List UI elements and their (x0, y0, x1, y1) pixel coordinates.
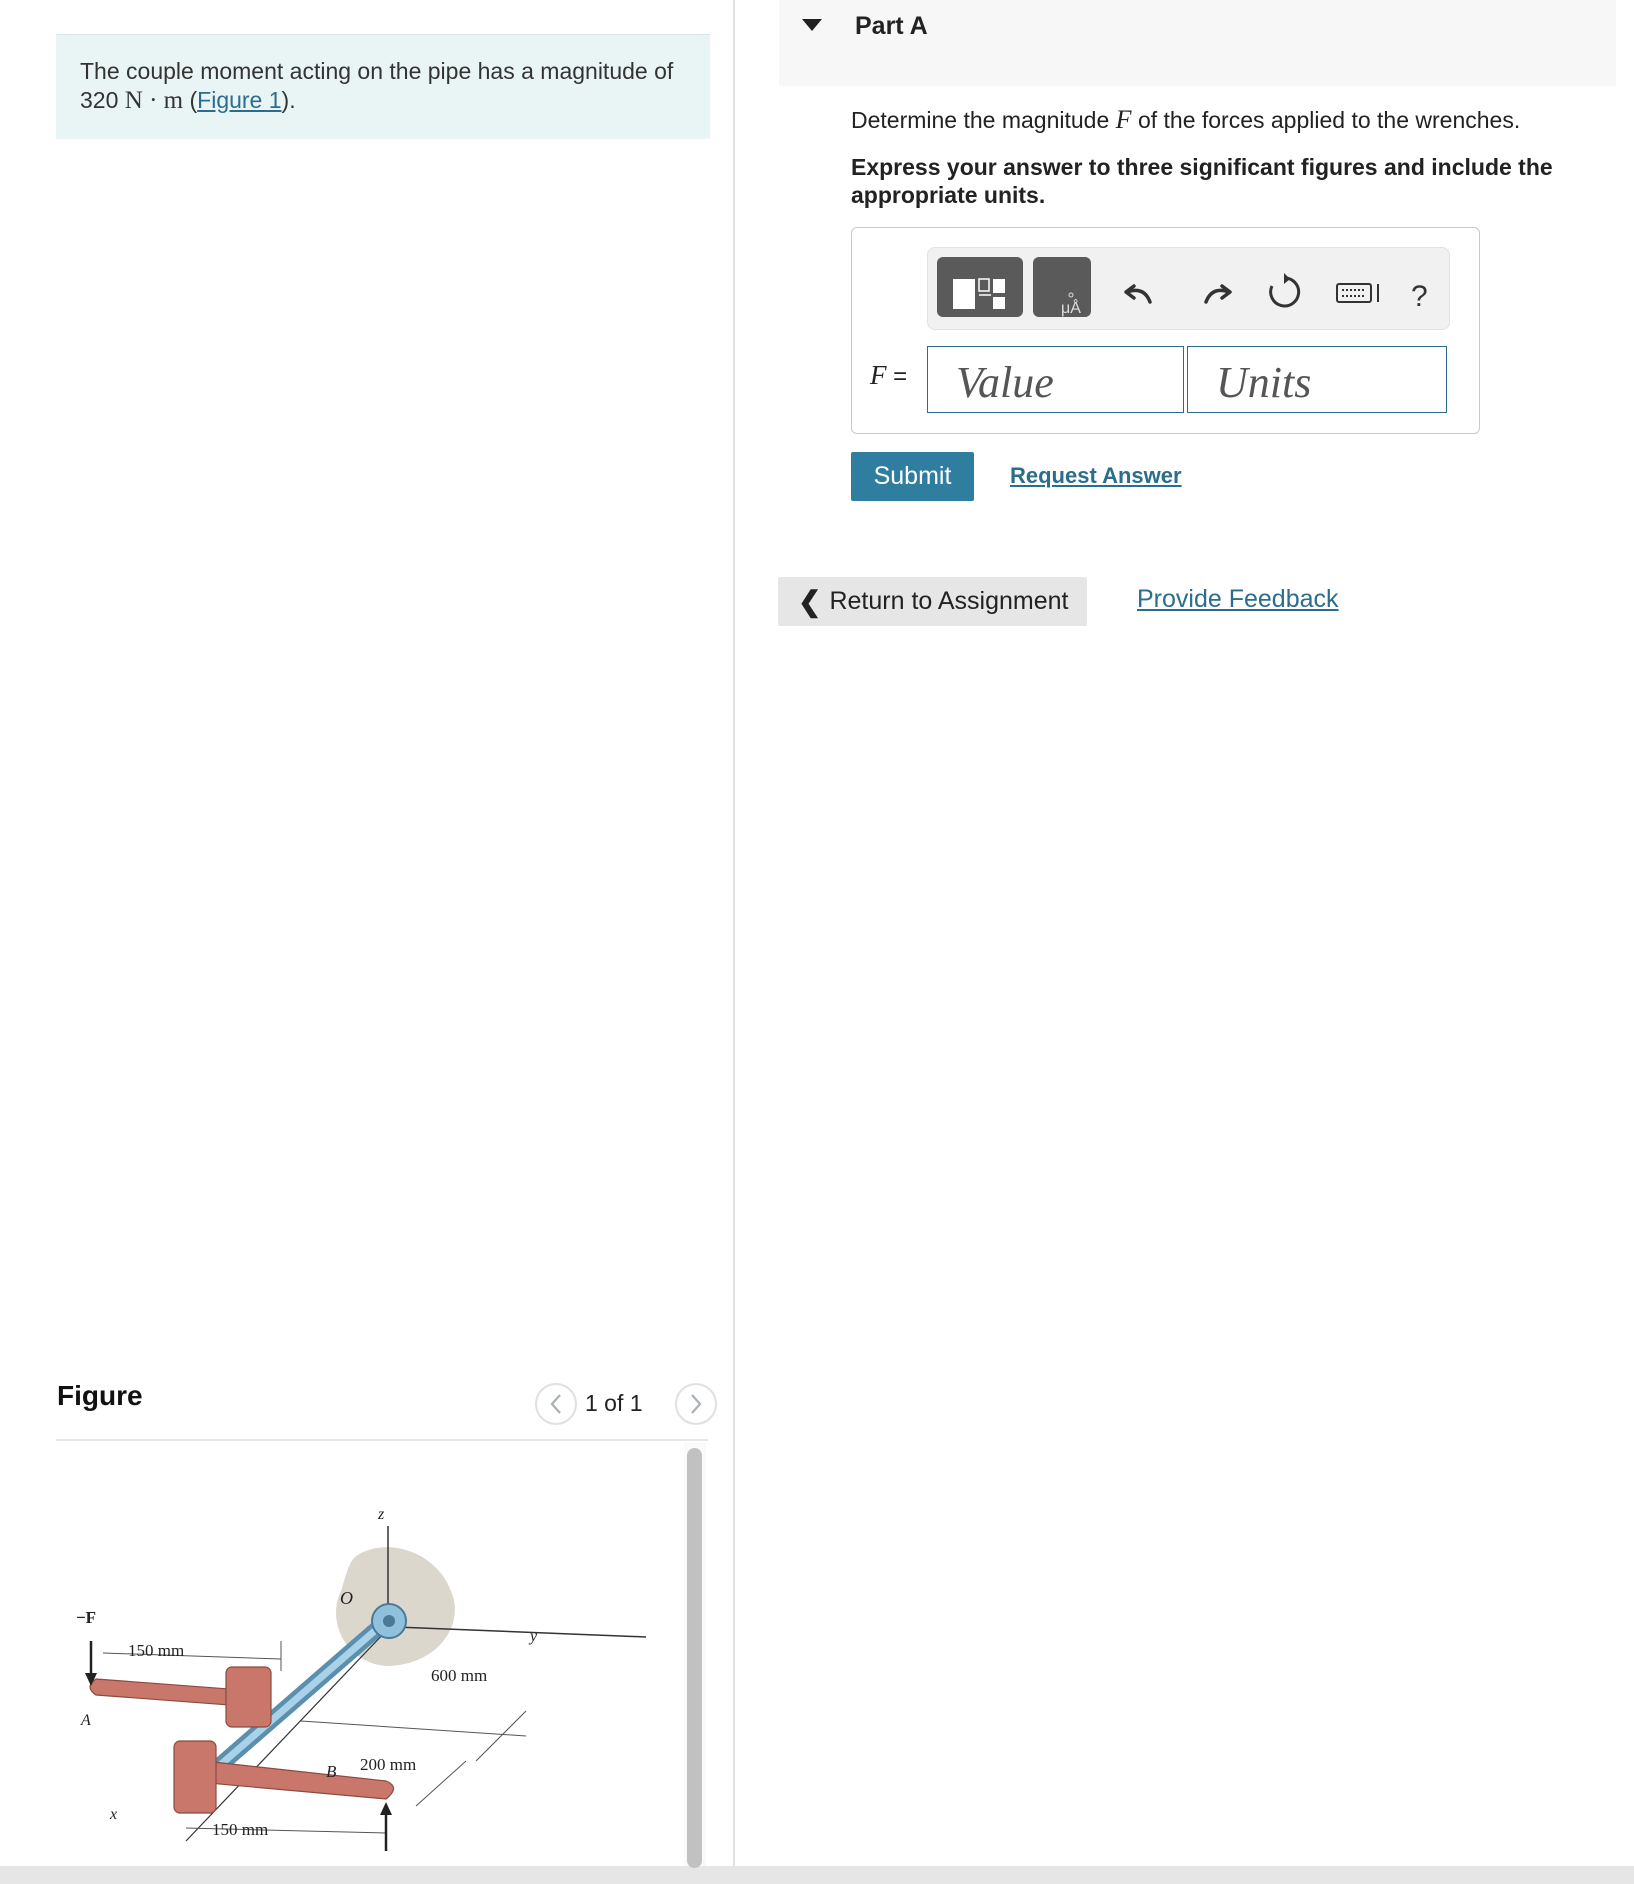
figure-title: Figure (57, 1380, 143, 1411)
units-symbols-icon (1033, 257, 1091, 317)
column-divider (733, 0, 735, 1868)
redo-icon[interactable] (1194, 272, 1234, 312)
answer-instructions: Express your answer to three significant figures and include the appropriate units. (851, 154, 1553, 208)
return-to-assignment-button[interactable] (778, 577, 1087, 626)
label-dim-600: 600 mm (431, 1666, 488, 1685)
question-text (851, 105, 1520, 135)
chevron-left-icon: ❮ (798, 586, 822, 617)
wrench-b-jaw (174, 1741, 216, 1813)
svg-text:μÅ: μÅ (1061, 300, 1081, 317)
caret-down-icon[interactable] (802, 19, 822, 31)
question-pre: Determine the magnitude (851, 107, 1110, 133)
dim-line-600 (301, 1721, 526, 1736)
label-dim-200: 200 mm (360, 1755, 417, 1774)
label-y: y (530, 1628, 538, 1645)
return-label: Return to Assignment (829, 587, 1069, 615)
open-paren: ( (189, 87, 198, 113)
figure-next-button[interactable] (675, 1383, 717, 1425)
pipe-wrench-diagram (56, 1441, 682, 1866)
wrench-a-jaw (226, 1667, 271, 1727)
help-icon[interactable]: ? (1411, 280, 1428, 313)
chevron-right-icon (689, 1393, 703, 1415)
answer-label (870, 360, 907, 391)
units-input[interactable] (1187, 346, 1447, 413)
undo-icon[interactable] (1122, 272, 1162, 312)
label-z: z (378, 1506, 385, 1523)
request-answer-link[interactable]: Request Answer (1010, 463, 1182, 488)
submit-button[interactable]: Submit (851, 452, 974, 501)
answer-label-var: F (870, 360, 887, 390)
figure-scroll-thumb[interactable] (687, 1448, 702, 1868)
close-paren: ). (281, 87, 296, 113)
units-symbols-button[interactable] (1033, 257, 1091, 317)
templates-icon (937, 257, 1023, 317)
question-var: F (1115, 105, 1132, 134)
templates-button[interactable] (937, 257, 1023, 317)
label-o: O (340, 1588, 353, 1608)
reset-icon[interactable] (1264, 272, 1304, 312)
force-arrowhead-b (380, 1802, 392, 1815)
figure-image (56, 1441, 682, 1866)
figure-link[interactable]: Figure 1 (197, 87, 282, 113)
moment-value: 320 (80, 87, 119, 113)
flange-center (383, 1615, 395, 1627)
moment-units: N · m (124, 87, 184, 114)
label-neg-f: −F (76, 1608, 97, 1627)
value-input[interactable] (927, 346, 1184, 413)
figure-pager: 1 of 1 (585, 1390, 643, 1416)
part-title[interactable]: Part A (855, 12, 928, 40)
answer-label-eq: = (893, 363, 908, 390)
problem-statement (56, 34, 710, 139)
label-a: A (81, 1712, 91, 1729)
dim-line-200 (416, 1761, 466, 1806)
chevron-left-icon (549, 1393, 563, 1415)
label-x: x (110, 1806, 118, 1823)
figure-prev-button[interactable] (535, 1383, 577, 1425)
label-dim-top: 150 mm (128, 1641, 185, 1660)
problem-text: The couple moment acting on the pipe has a magnitude of (80, 58, 674, 84)
question-post: of the forces applied to the wrenches. (1137, 107, 1521, 133)
keyboard-icon[interactable] (1335, 272, 1385, 312)
provide-feedback-link[interactable]: Provide Feedback (1137, 585, 1339, 613)
label-dim-bottom: 150 mm (212, 1820, 269, 1839)
label-b: B (326, 1762, 337, 1781)
horizontal-scrollbar[interactable] (0, 1866, 1634, 1884)
